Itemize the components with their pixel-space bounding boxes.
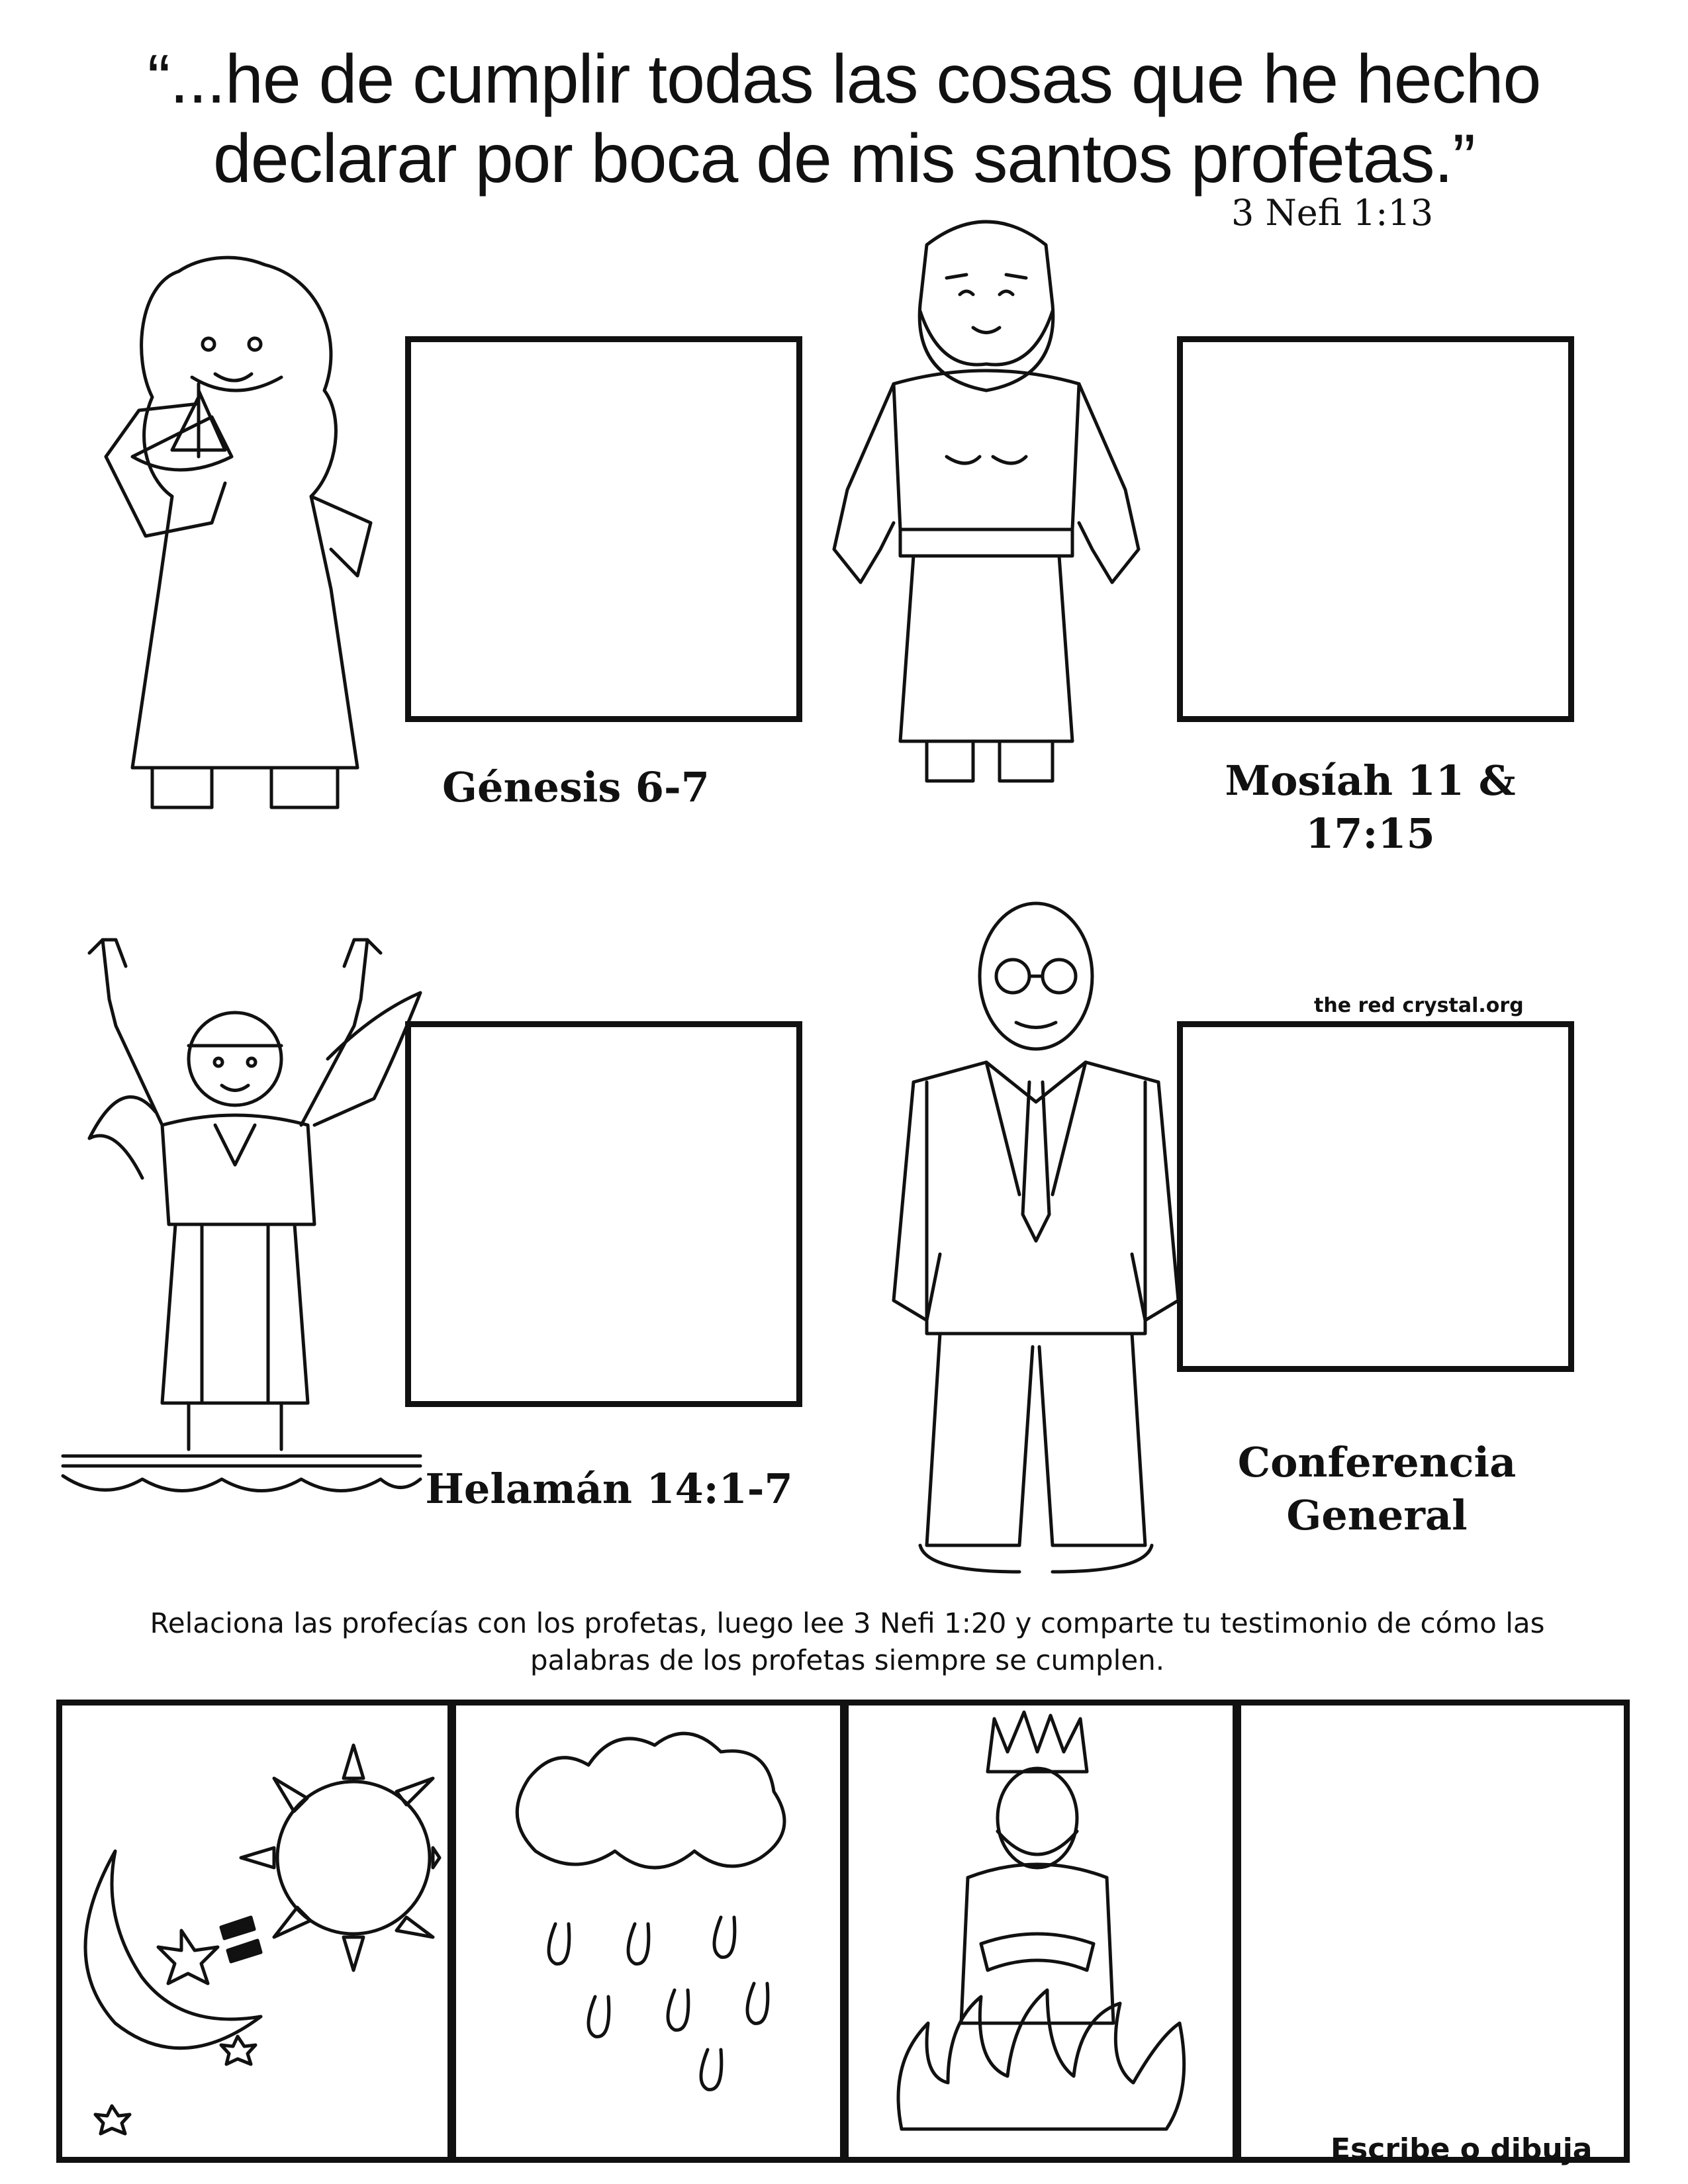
scripture-citation: 3 Nefi 1:13 bbox=[1231, 192, 1434, 234]
prophet-reference-2: Mosíah 11 & 17:15 bbox=[1225, 756, 1516, 858]
prophecy-card-4[interactable] bbox=[1235, 1700, 1630, 2163]
answer-box-1[interactable] bbox=[405, 336, 802, 722]
instructions: Relaciona las profecías con los profetas, luego lee 3 Nefi 1:20 y comparte tu testimonio de cómo las palabras de los profetas siempre se cumplen. bbox=[150, 1607, 1545, 1676]
modern-prophet-icon bbox=[887, 884, 1185, 1592]
blank-card bbox=[1241, 1706, 1624, 2157]
prophet-reference-4: Conferencia General bbox=[1237, 1438, 1517, 1539]
abinadi-icon bbox=[808, 205, 1165, 788]
website-credit: the red crystal.org bbox=[1314, 994, 1524, 1017]
king-in-fire-icon bbox=[849, 1706, 1233, 2156]
answer-box-4[interactable] bbox=[1177, 1021, 1574, 1372]
prophecy-card-1[interactable] bbox=[56, 1700, 453, 2163]
prophet-reference-3: Helamán 14:1-7 bbox=[425, 1465, 793, 1513]
prophet-reference-1: Génesis 6-7 bbox=[442, 763, 710, 811]
rain-cloud-icon bbox=[456, 1706, 840, 2156]
answer-box-2[interactable] bbox=[1177, 336, 1574, 722]
sun-moon-stars-icon bbox=[62, 1706, 446, 2156]
answer-box-3[interactable] bbox=[405, 1021, 802, 1407]
prophecy-card-3[interactable] bbox=[843, 1700, 1239, 2163]
prophecy-card-2[interactable] bbox=[450, 1700, 846, 2163]
samuel-lamanite-icon bbox=[63, 927, 434, 1509]
noah-with-ark-icon bbox=[93, 245, 384, 814]
scripture-quote: “...he de cumplir todas las cosas que he hecho declarar por boca de mis santos profetas.” bbox=[147, 41, 1541, 197]
write-or-draw-label: Escribe o dibuja bbox=[1331, 2132, 1593, 2166]
